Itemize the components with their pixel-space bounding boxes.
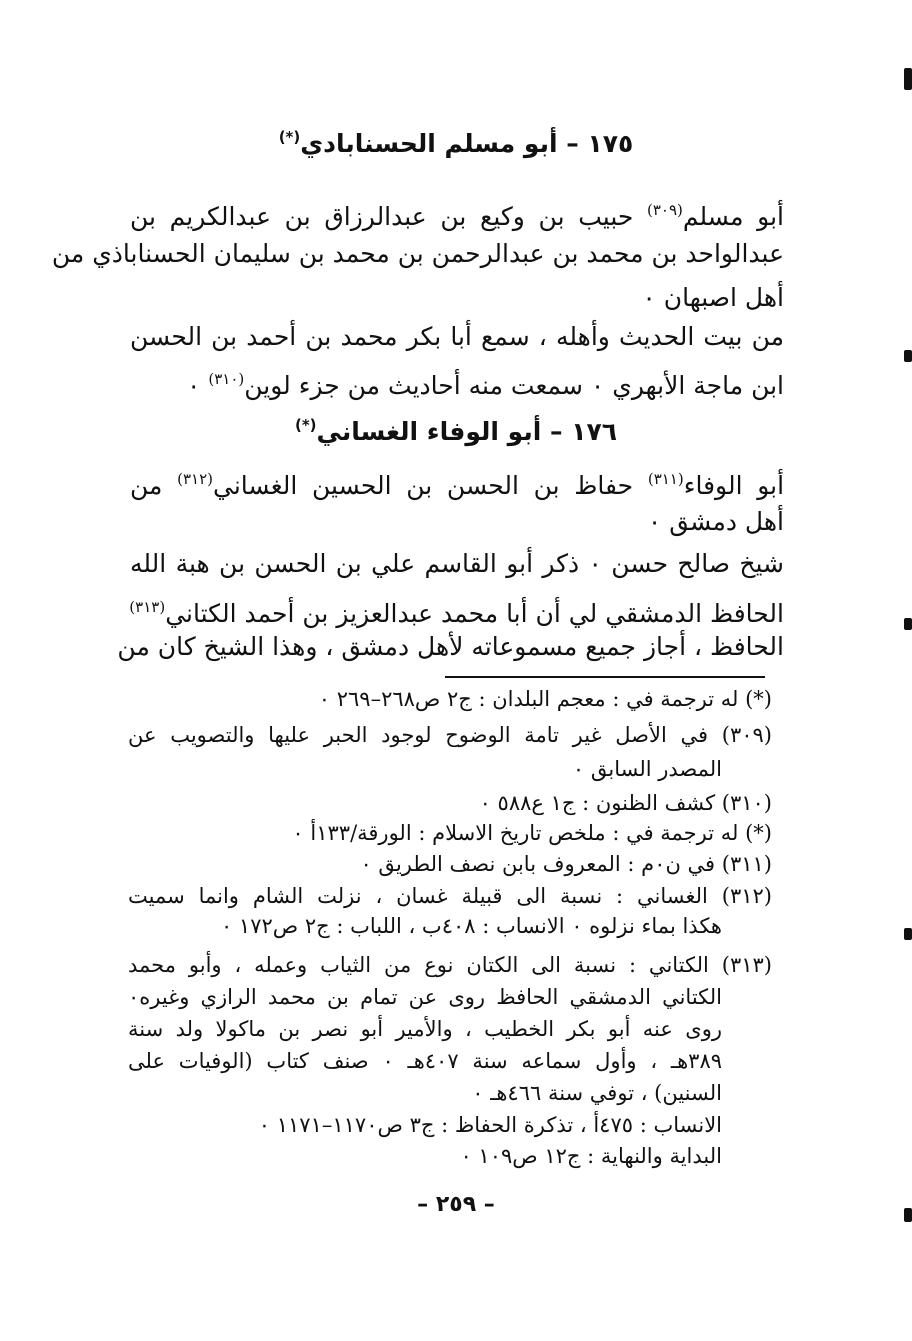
footnote-line: (٣١٠) كشف الظنون : ج١ ع٥٨٨ ٠ bbox=[479, 791, 772, 815]
footnote-line: (٣١٣) الكتاني : نسبة الى الكتان نوع من الثياب وعمله ، وأبو محمد bbox=[128, 953, 772, 977]
footnote-line: (*) له ترجمة في : معجم البلدان : ج٢ ص٢٦٨–٢٦٩ ٠ bbox=[318, 687, 772, 711]
entry-175-heading bbox=[120, 128, 792, 158]
footnote-line: الكتاني الدمشقي الحافظ روى عن تمام بن محمد الرازي وغيره٠ bbox=[128, 985, 722, 1009]
entry-176-line-4 bbox=[130, 590, 784, 631]
footnote-line: السنين) ، توفي سنة ٤٦٦هـ ٠ bbox=[472, 1081, 722, 1105]
footnote-ref: (٣١٢) bbox=[177, 470, 213, 488]
footnote-line: الانساب : ٤٧٥أ ، تذكرة الحفاظ : ج٣ ص١١٧٠–١١٧١ ٠ bbox=[258, 1113, 722, 1137]
page-number: – ٢٥٩ – bbox=[417, 1192, 495, 1217]
scan-edge-mark bbox=[904, 1208, 912, 1222]
entry-175-number: ١٧٥ – bbox=[566, 129, 634, 158]
entry-175-line-2 bbox=[51, 237, 784, 271]
entry-176-line-5 bbox=[117, 630, 784, 664]
scan-edge-mark bbox=[904, 68, 912, 90]
entry-175-line-3 bbox=[130, 281, 784, 315]
footnote-line: المصدر السابق ٠ bbox=[572, 757, 722, 781]
text-run: عبدالواحد بن محمد بن عبدالرحمن بن محمد بن سليمان الحسناباذي من bbox=[51, 239, 784, 268]
footnote-line: هكذا بماء نزلوه ٠ الانساب : ٤٠٨ب ، اللباب : ج٢ ص١٧٢ ٠ bbox=[220, 914, 722, 938]
text-run: أبو مسلم bbox=[682, 202, 784, 231]
entry-176-number: ١٧٦ – bbox=[550, 417, 618, 446]
footnote-line: روى عنه أبو بكر الخطيب ، والأمير أبو نصر بن ماكولا ولد سنة bbox=[128, 1017, 722, 1041]
entry-176-heading bbox=[120, 416, 792, 446]
text-run: من بيت الحديث وأهله ، سمع أبا بكر محمد بن أحمد بن الحسن bbox=[130, 322, 784, 351]
entry-175-title: أبو مسلم الحسنابادي bbox=[300, 129, 558, 158]
entry-176-title: أبو الوفاء الغساني bbox=[316, 417, 542, 446]
entry-175-marker: (*) bbox=[278, 128, 301, 146]
text-run: أبو الوفاء bbox=[683, 471, 785, 500]
footnote-ref: (٣٠٩) bbox=[647, 201, 683, 219]
text-run: حبيب بن وكيع بن عبدالرزاق بن عبدالكريم بن bbox=[130, 202, 634, 231]
footnote-ref: (٣١٣) bbox=[129, 598, 166, 616]
footnote-separator bbox=[445, 676, 765, 678]
text-run: أهل اصبهان ٠ bbox=[642, 283, 784, 312]
text-run: الحافظ الدمشقي لي أن أبا محمد عبدالعزيز بن أحمد الكتاني bbox=[165, 599, 784, 628]
entry-176-line-3 bbox=[130, 547, 784, 581]
text-run: ابن ماجة الأبهري ٠ سمعت منه أحاديث من جزء لوين bbox=[244, 371, 784, 400]
footnote-ref: (٣١١) bbox=[647, 470, 684, 488]
entry-175-line-5 bbox=[130, 362, 784, 403]
footnote-line: (٣٠٩) في الأصل غير تامة الوضوح لوجود الحبر عليها والتصويب عن bbox=[128, 723, 772, 747]
footnote-line: (*) له ترجمة في : ملخص تاريخ الاسلام : الورقة/١٣٣أ ٠ bbox=[292, 821, 772, 845]
footnote-line: البداية والنهاية : ج١٢ ص١٠٩ ٠ bbox=[460, 1144, 722, 1168]
text-run: شيخ صالح حسن ٠ ذكر أبو القاسم علي بن الحسن بن هبة الله bbox=[130, 549, 785, 578]
text-run: الحافظ ، أجاز جميع مسموعاته لأهل دمشق ، وهذا الشيخ كان من bbox=[117, 632, 784, 661]
footnote-line: (٣١٢) الغساني : نسبة الى قبيلة غسان ، نزلت الشام وانما سميت bbox=[128, 884, 772, 908]
scan-edge-mark bbox=[904, 350, 912, 362]
entry-176-line-2 bbox=[130, 505, 784, 539]
text-run: أهل دمشق ٠ bbox=[647, 507, 784, 536]
footnote-line: ٣٨٩هـ ، وأول سماعه سنة ٤٠٧هـ ٠ صنف كتاب (الوفيات على bbox=[128, 1049, 723, 1073]
entry-175-line-1 bbox=[130, 193, 784, 234]
text-run: من bbox=[130, 471, 163, 500]
footnote-line: (٣١١) في ن٠م : المعروف بابن نصف الطريق ٠ bbox=[360, 852, 772, 876]
entry-176-line-1 bbox=[130, 462, 784, 503]
entry-176-marker: (*) bbox=[294, 416, 317, 434]
entry-175-line-4 bbox=[130, 320, 784, 354]
scan-edge-mark bbox=[904, 618, 912, 630]
text-run: ٠ bbox=[186, 371, 201, 400]
scan-edge-mark bbox=[904, 928, 912, 940]
footnote-ref: (٣١٠) bbox=[208, 370, 245, 388]
text-run: حفاظ بن الحسن بن الحسين الغساني bbox=[213, 471, 634, 500]
